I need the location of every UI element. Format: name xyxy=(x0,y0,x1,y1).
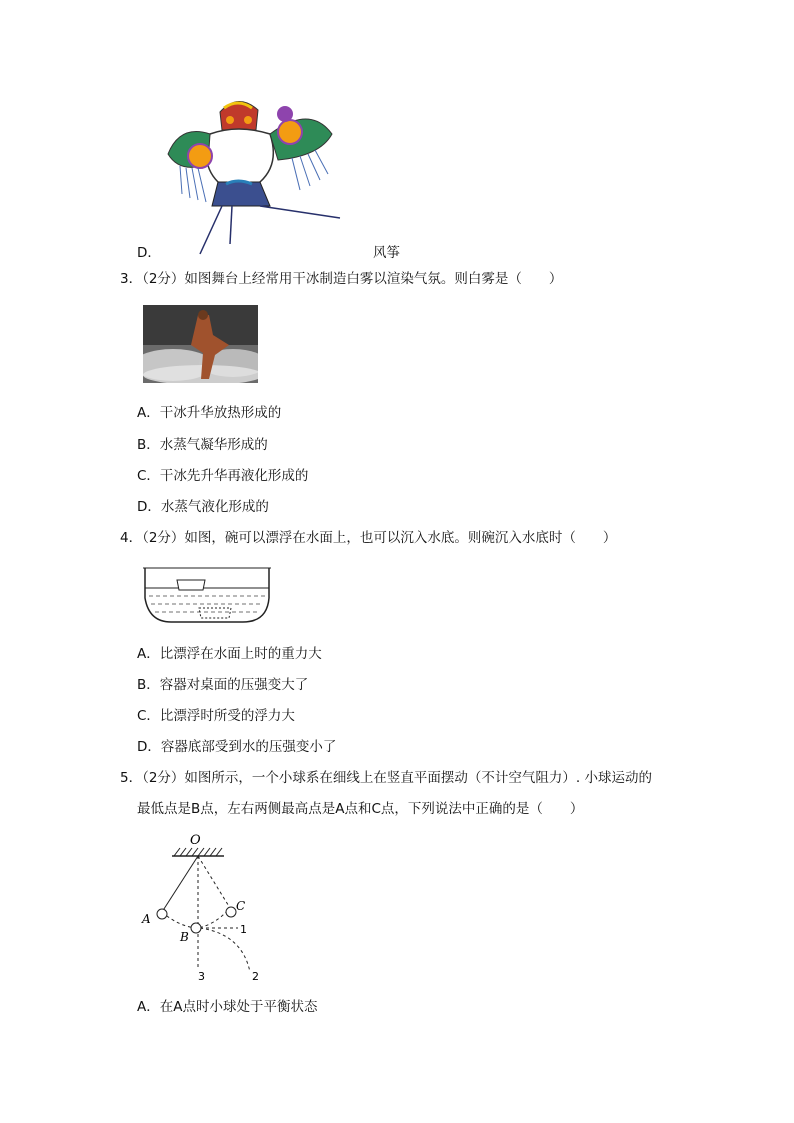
q5-stem-line1: 5．（2分）如图所示，一个小球系在细线上在竖直平面摆动（不计空气阻力）. 小球运动的 xyxy=(120,770,653,786)
kite-figure xyxy=(160,94,345,256)
q4-option-c: C．比漂浮时所受的浮力大 xyxy=(137,708,295,724)
point-label-c: C xyxy=(236,899,246,913)
q2-option-d-caption: 风筝 xyxy=(373,245,400,261)
stage-fog-photo xyxy=(143,305,258,383)
q3-option-b: B．水蒸气凝华形成的 xyxy=(137,437,268,453)
q4-option-b: B．容器对桌面的压强变大了 xyxy=(137,677,309,693)
q2-option-d-letter: D． xyxy=(137,245,161,261)
q3-option-d: D．水蒸气液化形成的 xyxy=(137,499,269,515)
path-label-1: 1 xyxy=(240,923,247,936)
path-label-2: 2 xyxy=(252,970,259,983)
bowl-container-figure xyxy=(141,566,273,626)
point-label-b: B xyxy=(180,930,189,944)
path-label-3: 3 xyxy=(198,970,205,983)
q3-option-a: A．干冰升华放热形成的 xyxy=(137,405,282,421)
q5-option-a: A．在A点时小球处于平衡状态 xyxy=(137,999,318,1015)
q4-option-d: D．容器底部受到水的压强变小了 xyxy=(137,739,337,755)
point-label-a: A xyxy=(142,912,151,926)
q3-stem: 3．（2分）如图舞台上经常用干冰制造白雾以渲染气氛。则白雾是（ ） xyxy=(120,271,563,287)
pendulum-figure xyxy=(138,830,268,986)
pivot-label-o: O xyxy=(190,833,201,848)
q4-option-a: A．比漂浮在水面上时的重力大 xyxy=(137,646,322,662)
q5-stem-line2: 最低点是B点，左右两侧最高点是A点和C点，下列说法中正确的是（ ） xyxy=(137,801,584,817)
q4-stem: 4．（2分）如图，碗可以漂浮在水面上，也可以沉入水底。则碗沉入水底时（ ） xyxy=(120,530,617,546)
q3-option-c: C．干冰先升华再液化形成的 xyxy=(137,468,309,484)
